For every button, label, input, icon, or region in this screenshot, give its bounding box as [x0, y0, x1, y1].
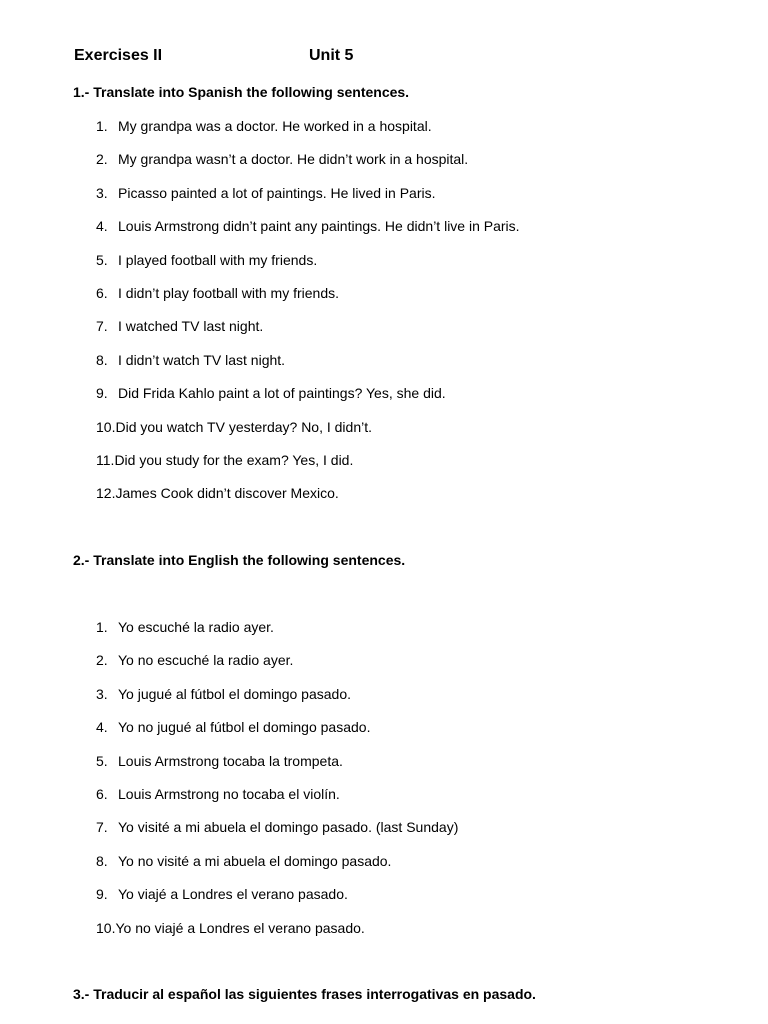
item-number: 5.	[96, 752, 108, 769]
item-number: 6.	[96, 284, 108, 301]
list-item	[96, 251, 520, 284]
item-text: Louis Armstrong didn’t paint any paintings. He didn’t live in Paris.	[118, 218, 520, 235]
list-item	[96, 451, 520, 484]
item-text: My grandpa wasn’t a doctor. He didn’t work in a hospital.	[118, 151, 469, 168]
list-item	[96, 685, 458, 718]
item-number: 10.	[96, 418, 116, 435]
item-text: Yo viajé a Londres el verano pasado.	[118, 886, 348, 903]
item-text: Yo escuché la radio ayer.	[118, 619, 274, 635]
list-item	[96, 919, 458, 952]
item-number: 4.	[96, 719, 108, 736]
item-number: 1.	[96, 118, 108, 134]
list-item	[96, 785, 458, 818]
item-number: 1.	[96, 619, 108, 635]
section-1-list	[96, 117, 520, 518]
item-text: Yo jugué al fútbol el domingo pasado.	[118, 685, 351, 702]
list-item	[96, 184, 520, 217]
item-number: 8.	[96, 351, 108, 368]
item-text: I watched TV last night.	[118, 318, 264, 335]
item-number: 9.	[96, 385, 108, 402]
list-item	[96, 484, 520, 517]
item-text: Louis Armstrong no tocaba el violín.	[118, 785, 340, 802]
item-text: Louis Armstrong tocaba la trompeta.	[118, 752, 343, 769]
item-number: 4.	[96, 218, 108, 235]
item-text: Yo no viajé a Londres el verano pasado.	[115, 919, 365, 936]
exercise-title: Exercises II	[74, 47, 163, 64]
item-number: 8.	[96, 852, 108, 869]
list-item	[96, 752, 458, 785]
list-item	[96, 284, 520, 317]
list-item	[96, 317, 520, 350]
item-text: Yo no jugué al fútbol el domingo pasado.	[118, 719, 371, 736]
item-number: 11.	[96, 451, 115, 468]
section-2-title: 2.- Translate into English the following sentences.	[73, 552, 406, 568]
item-number: 6.	[96, 785, 108, 802]
list-item	[96, 885, 458, 918]
item-text: Did you study for the exam? Yes, I did.	[114, 451, 354, 468]
item-text: I played football with my friends.	[118, 251, 318, 268]
item-text: I didn’t play football with my friends.	[118, 284, 339, 301]
item-text: Yo visité a mi abuela el domingo pasado. (last Sunday)	[118, 819, 459, 836]
list-item	[96, 117, 520, 150]
section-3-title: 3.- Traducir al español las siguientes frases interrogativas en pasado.	[73, 986, 536, 1002]
list-item	[96, 718, 458, 751]
list-item	[96, 818, 458, 851]
section-2-list	[96, 618, 458, 952]
item-number: 3.	[96, 184, 108, 201]
page-header	[74, 47, 354, 65]
list-item	[96, 651, 458, 684]
item-number: 5.	[96, 251, 108, 268]
item-number: 7.	[96, 318, 108, 335]
item-text: Picasso painted a lot of paintings. He lived in Paris.	[118, 184, 436, 201]
item-text: Did Frida Kahlo paint a lot of paintings? Yes, she did.	[118, 385, 446, 402]
unit-label: Unit 5	[309, 47, 354, 64]
item-number: 10.	[96, 919, 116, 936]
item-number: 12.	[96, 485, 116, 502]
list-item	[96, 618, 458, 651]
item-text: Yo no escuché la radio ayer.	[118, 652, 294, 669]
item-number: 3.	[96, 685, 108, 702]
item-number: 9.	[96, 886, 108, 903]
item-text: James Cook didn’t discover Mexico.	[115, 485, 339, 502]
item-text: I didn’t watch TV last night.	[118, 351, 286, 368]
item-text: My grandpa was a doctor. He worked in a hospital.	[118, 118, 432, 134]
item-number: 2.	[96, 652, 108, 669]
section-1-title: 1.- Translate into Spanish the following sentences.	[73, 84, 410, 100]
list-item	[96, 217, 520, 250]
list-item	[96, 384, 520, 417]
item-text: Did you watch TV yesterday? No, I didn’t.	[115, 418, 373, 435]
list-item	[96, 852, 458, 885]
item-text: Yo no visité a mi abuela el domingo pasado.	[118, 852, 392, 869]
item-number: 2.	[96, 151, 108, 168]
list-item	[96, 351, 520, 384]
item-number: 7.	[96, 819, 108, 836]
list-item	[96, 150, 520, 183]
list-item	[96, 418, 520, 451]
